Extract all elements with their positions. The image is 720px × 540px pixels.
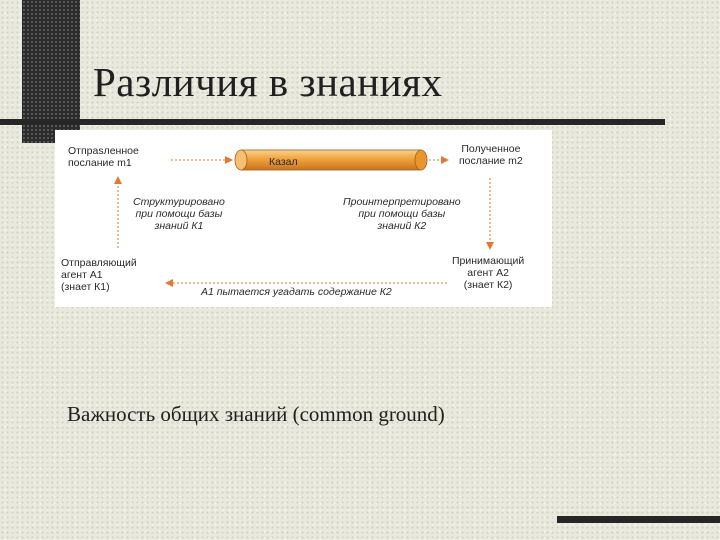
slide-caption: Важность общих знаний (common ground) <box>67 402 445 426</box>
channel-label: Казал <box>269 156 298 168</box>
structured-line2: при помощи базы <box>135 208 223 220</box>
structured-label <box>133 196 225 232</box>
structured-line3: знаний К1 <box>154 220 204 232</box>
sent-message-line1: Отпраsленное <box>68 145 139 157</box>
sender-agent-line1: Отправляющий <box>61 257 137 269</box>
guess-text: А1 пытается угадать содержание К2 <box>201 286 392 298</box>
receiver-agent-label <box>452 255 524 291</box>
interpreted-label <box>343 196 461 232</box>
interpreted-line2: при помощи базы <box>358 208 446 220</box>
receiver-agent-line1: Принимающий <box>452 255 525 267</box>
receiver-agent-line3: (знает К2) <box>463 279 513 291</box>
receiver-agent-line2: агент А2 <box>467 267 509 279</box>
received-message-line2: послание m2 <box>459 155 523 167</box>
title-underline <box>0 119 665 125</box>
channel-tube-end-right <box>415 150 427 170</box>
interpreted-line1: Проинтерпретировано <box>343 196 461 208</box>
sent-message-label <box>68 145 139 169</box>
slide-title: Различия в знаниях <box>93 59 443 105</box>
interpreted-line3: знаний К2 <box>377 220 427 232</box>
channel-tube <box>241 150 421 170</box>
sent-message-line2: послание m1 <box>68 157 132 169</box>
received-message-label <box>459 143 523 167</box>
bottom-decorative-rule <box>557 516 720 523</box>
sender-agent-line2: агент А1 <box>61 269 103 281</box>
channel-tube-end-left <box>235 150 247 170</box>
sender-agent-line3: (знает К1) <box>61 281 110 293</box>
guess-label <box>201 286 392 298</box>
communication-diagram <box>55 130 552 307</box>
structured-line1: Структурировано <box>133 196 225 208</box>
received-message-line1: Полученное <box>461 143 521 155</box>
sender-agent-label <box>61 257 137 293</box>
